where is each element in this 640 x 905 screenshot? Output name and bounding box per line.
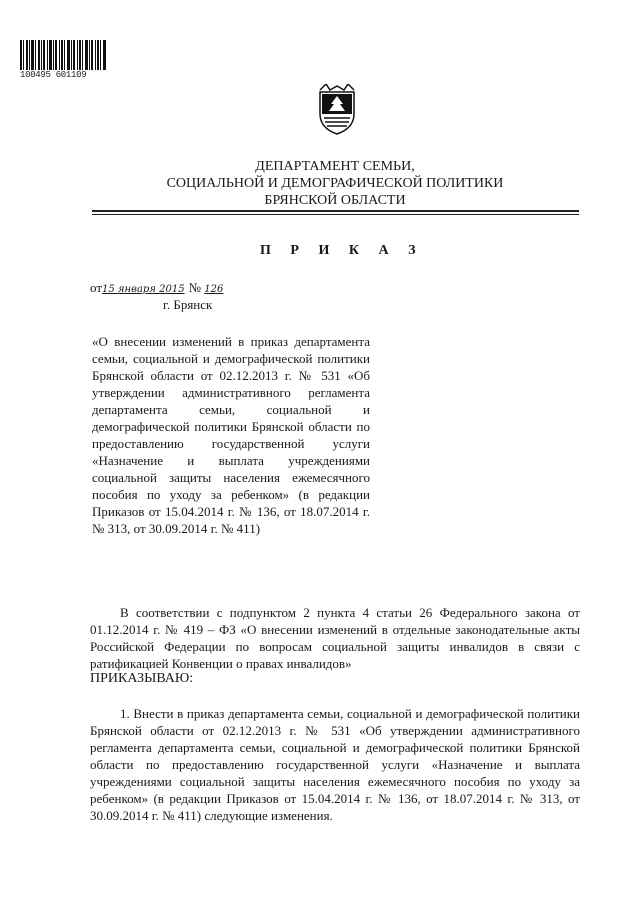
header-line-2: СОЦИАЛЬНОЙ И ДЕМОГРАФИЧЕСКОЙ ПОЛИТИКИ	[166, 176, 504, 191]
clause-1-paragraph: 1. Внести в приказ департамента семьи, социальной и демографической политики Брянской области от 02.12.2013 г. № 531 «Об утверждении административного регламента департамента семьи, социальной и демографической политики Брянской области по предоставлению государственной услуги «Назначение и выплата учреждениями социальной защиты населения ежемесячного пособия по уходу за ребенком» (в редакции Приказов от 15.04.2014 г. № 136, от 18.07.2014 г. № 313, от 30.09.2014 г. № 411) следующие изменения.	[90, 706, 580, 823]
order-date-number	[90, 280, 223, 296]
barcode-graphic	[20, 40, 106, 70]
number-label: №	[188, 280, 201, 295]
handwritten-number: 126	[204, 284, 224, 295]
barcode-number: 100495 601109	[20, 70, 87, 80]
order-word: ПРИКАЗЫВАЮ:	[90, 671, 194, 686]
handwritten-date: 15 января 2015	[102, 284, 185, 295]
document-title: П Р И К А З	[260, 243, 424, 258]
coat-of-arms-icon	[314, 84, 360, 136]
city: г. Брянск	[163, 297, 213, 312]
header-line-1: ДЕПАРТАМЕНТ СЕМЬИ,	[255, 159, 415, 174]
header-divider-thin	[92, 214, 579, 215]
department-header	[120, 158, 550, 209]
preamble-paragraph: В соответствии с подпунктом 2 пункта 4 статьи 26 Федерального закона от 01.12.2014 г. № 419 – ФЗ «О внесении изменений в отдельные законодательные акты Российской Федерации по вопросам социальной защиты инвалидов в связи с ратификацией Конвенции о правах инвалидов»	[90, 605, 580, 671]
header-line-3: БРЯНСКОЙ ОБЛАСТИ	[264, 193, 406, 208]
header-divider-thick	[92, 210, 579, 212]
order-subject: «О внесении изменений в приказ департамента семьи, социальной и демографической политики Брянской области от 02.12.2013 г. № 531 «Об утверждении административного регламента департамента семьи, социальной и демографической политики Брянской области по предоставлению государственной услуги «Назначение и выплата учреждениями социальной защиты населения ежемесячного пособия по уходу за ребенком» (в редакции Приказов от 15.04.2014 г. № 136, от 18.07.2014 г. № 313, от 30.09.2014 г. № 411)	[92, 334, 370, 536]
date-prefix: от	[90, 280, 103, 295]
